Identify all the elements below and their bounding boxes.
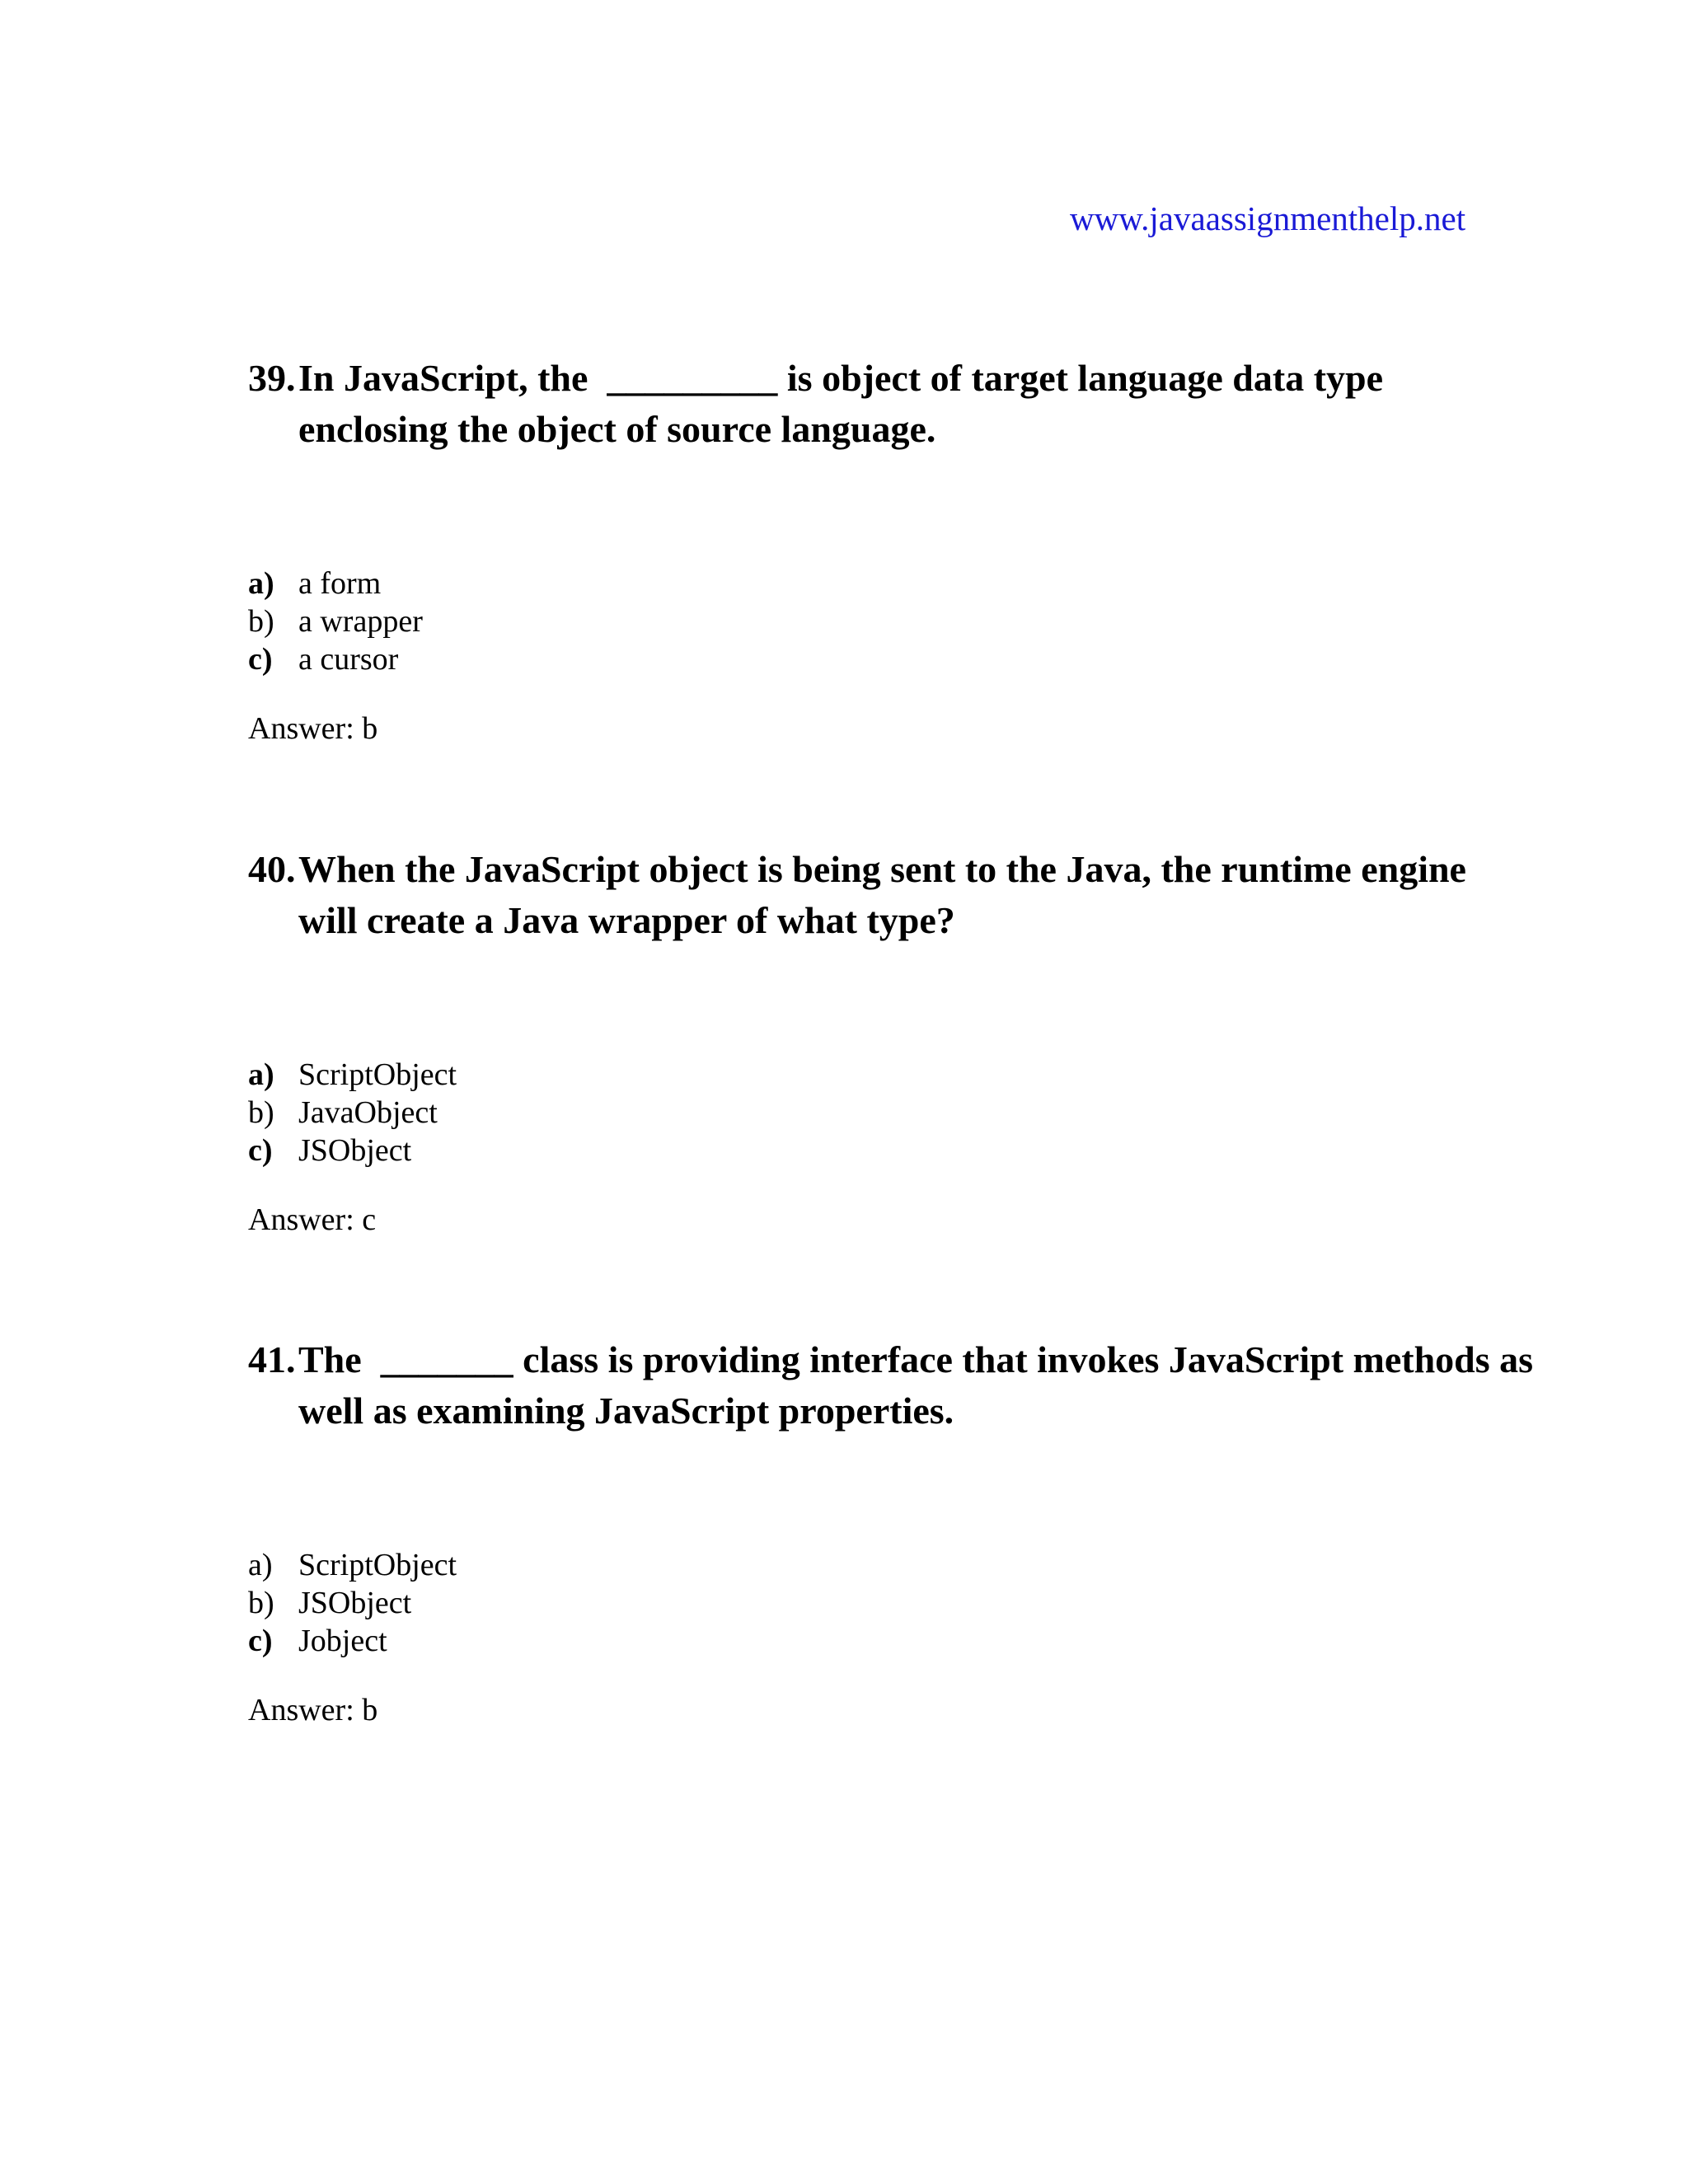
option-text: a cursor bbox=[298, 642, 399, 677]
option-letter: c) bbox=[248, 642, 273, 677]
option-letter: a) bbox=[248, 566, 274, 601]
question-number: 39. bbox=[248, 357, 296, 399]
option-text: JSObject bbox=[298, 1133, 412, 1168]
option-text: Jobject bbox=[298, 1624, 387, 1658]
option-letter: c) bbox=[248, 1624, 273, 1658]
option-a bbox=[248, 1056, 1534, 1094]
answer-text: Answer: b bbox=[248, 1693, 378, 1727]
option-letter: b) bbox=[248, 604, 274, 639]
option-c bbox=[248, 1622, 1534, 1660]
option-c bbox=[248, 640, 1534, 678]
option-a bbox=[248, 565, 1534, 602]
option-text: JavaObject bbox=[298, 1095, 438, 1130]
option-list bbox=[248, 1546, 1534, 1660]
website-link[interactable]: www.javaassignmenthelp.net bbox=[1070, 199, 1466, 237]
option-letter: a) bbox=[248, 1057, 274, 1092]
question-heading bbox=[248, 353, 1534, 455]
answer-text: Answer: b bbox=[248, 711, 378, 746]
option-text: ScriptObject bbox=[298, 1548, 457, 1582]
option-text: a wrapper bbox=[298, 604, 423, 639]
option-letter: b) bbox=[248, 1586, 274, 1620]
option-letter: c) bbox=[248, 1133, 273, 1168]
question-text: When the JavaScript object is being sent to the Java, the runtime engine will create a Java wrapper of what type? bbox=[298, 848, 1476, 941]
question-41 bbox=[248, 1334, 1543, 1729]
question-heading bbox=[248, 1334, 1543, 1436]
question-number: 41. bbox=[248, 1338, 296, 1380]
option-letter: b) bbox=[248, 1095, 274, 1130]
option-list bbox=[248, 1056, 1534, 1169]
answer-text: Answer: c bbox=[248, 1202, 377, 1237]
question-text: In JavaScript, the _________ is object of target language data type enclosing the object of source language. bbox=[298, 357, 1393, 450]
question-40 bbox=[248, 844, 1534, 1239]
option-text: JSObject bbox=[298, 1586, 412, 1620]
question-39 bbox=[248, 353, 1534, 748]
option-text: a form bbox=[298, 566, 382, 601]
option-list bbox=[248, 565, 1534, 678]
option-b bbox=[248, 1094, 1534, 1132]
option-b bbox=[248, 602, 1534, 640]
option-letter: a) bbox=[248, 1548, 273, 1582]
question-text: The _______ class is providing interface that invokes JavaScript methods as well as examining JavaScript properties. bbox=[298, 1338, 1543, 1432]
question-heading bbox=[248, 844, 1534, 946]
option-c bbox=[248, 1132, 1534, 1169]
option-a bbox=[248, 1546, 1534, 1584]
option-b bbox=[248, 1584, 1534, 1622]
option-text: ScriptObject bbox=[298, 1057, 457, 1092]
question-number: 40. bbox=[248, 848, 296, 890]
